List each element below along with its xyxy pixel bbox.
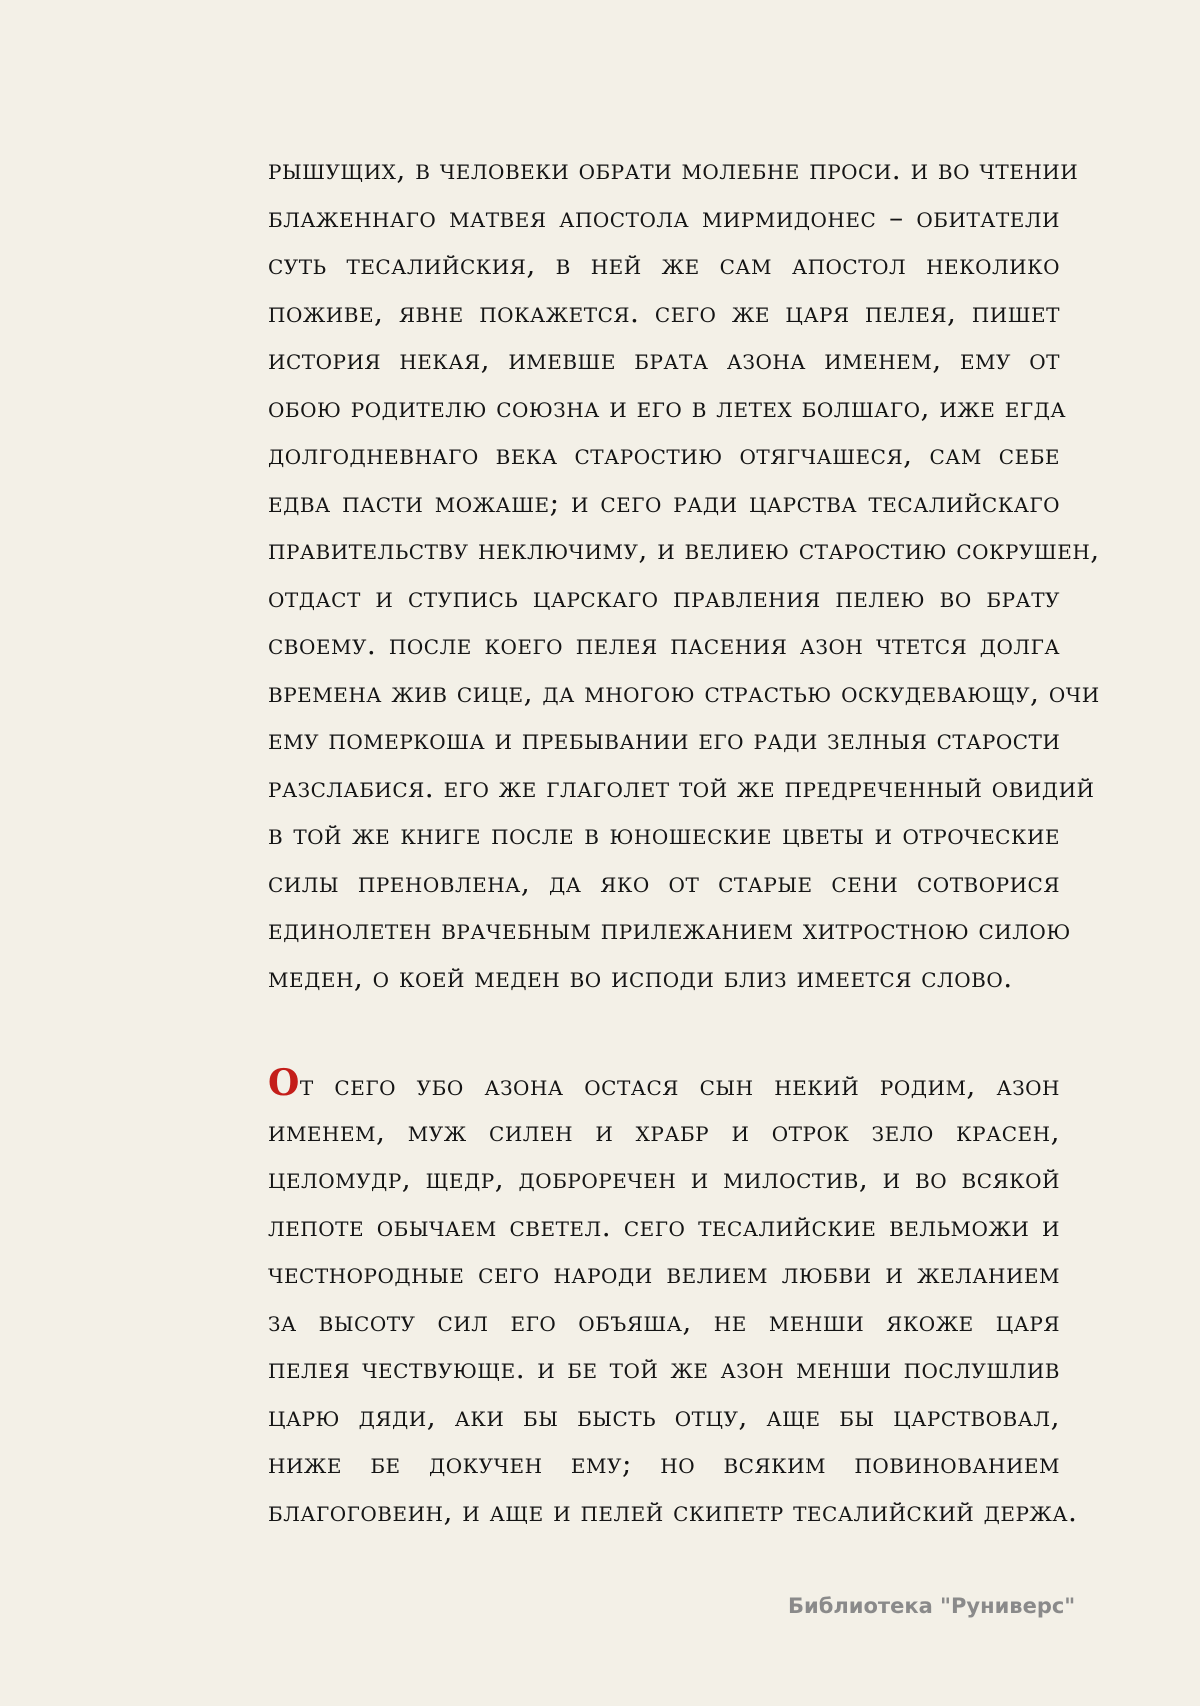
- text-line: целомудр, щедр, доброречен и милостив, и во всякой: [268, 1162, 1060, 1195]
- text-line: именем, муж силен и храбр и отрок зело красен,: [268, 1114, 1060, 1148]
- red-initial-letter: О: [268, 1062, 300, 1104]
- text-line: долгодневнаго века старостию отягчашеся, сам себе: [268, 438, 1060, 471]
- text-line: суть тесалийския, в ней же сам апостол неколико: [268, 248, 1060, 281]
- text-line: царю дяди, аки бы бысть отцу, аще бы царствовал,: [268, 1399, 1060, 1433]
- text-line: правительству неключиму, и велиею старостию сокрушен,: [268, 533, 1100, 566]
- text-line: своему. после коего пелея пасения азон чтется долга: [268, 628, 1060, 661]
- text-line: пелея чествующе. и бе той же азон менши послушлив: [268, 1352, 1060, 1385]
- text-line: меден, о коей меден во исподи близ имеется слово.: [268, 960, 1013, 994]
- text-line: лепоте обычаем светел. сего тесалийские вельможи и: [268, 1209, 1060, 1243]
- text-line: за высоту сил его объяша, не менши якоже царя: [268, 1304, 1060, 1338]
- text-line: ниже бе докучен ему; но всяким повинованием: [268, 1447, 1060, 1480]
- text-line: честнородные сего народи велием любви и желанием: [268, 1257, 1060, 1290]
- text-line-first: [268, 1060, 1060, 1108]
- text-line: в той же книге после в юношеские цветы и отроческие: [268, 818, 1060, 851]
- first-line-rest: т сего убо азона остася сын некий родим, азон: [299, 1069, 1060, 1102]
- text-line: разслабися. его же глаголет той же предреченный овидий: [268, 770, 1095, 804]
- text-line: силы преновлена, да яко от старые сени сотворися: [268, 865, 1060, 899]
- text-line: обою родителю союзна и его в летех болшаго, иже егда: [268, 390, 1067, 424]
- text-line: ему померкоша и пребывании его ради зелныя старости: [268, 723, 1061, 756]
- text-line: блаженнаго матвея апостола мирмидонес – обитатели: [268, 200, 1060, 234]
- text-line: благоговеин, и аще и пелей скипетр тесалийский держа.: [268, 1494, 1078, 1528]
- text-line: единолетен врачебным прилежанием хитростною силою: [268, 913, 1071, 946]
- text-line: история некая, имевше брата азона именем, ему от: [268, 343, 1060, 376]
- paragraph-1: [268, 146, 1100, 1001]
- text-line: отдаст и ступись царскаго правления пелею во брату: [268, 580, 1060, 614]
- library-footer: Библиотека "Руниверс": [788, 1594, 1076, 1618]
- text-line: рышущих, в человеки обрати молебне проси. и во чтении: [268, 153, 1079, 186]
- text-line: поживе, явне покажется. сего же царя пелея, пишет: [268, 295, 1060, 329]
- text-line: едва пасти можаше; и сего ради царства тесалийскаго: [268, 485, 1060, 519]
- paragraph-2: [268, 1060, 1078, 1535]
- text-line: времена жив сице, да многою страстью оскудевающу, очи: [268, 675, 1100, 709]
